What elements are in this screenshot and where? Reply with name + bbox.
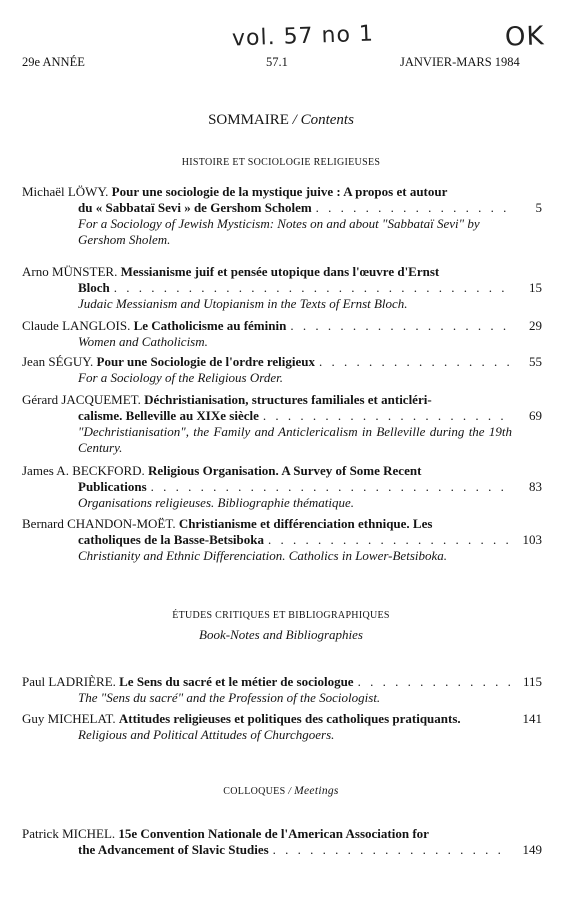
entry-title: Le Sens du sacré et le métier de sociologue bbox=[119, 674, 354, 689]
entry-author: Gérard JACQUEMET. bbox=[22, 392, 141, 407]
toc-entry bbox=[22, 516, 542, 564]
entry-page: 141 bbox=[522, 711, 542, 726]
toc-entry bbox=[22, 826, 542, 858]
dot-leader bbox=[263, 408, 510, 424]
section-heading-meetings bbox=[0, 785, 562, 797]
entry-author: Claude LANGLOIS. bbox=[22, 318, 131, 333]
meetings-en: Meetings bbox=[294, 785, 339, 797]
entry-title: Pour une Sociologie de l'ordre religieux bbox=[96, 354, 315, 369]
page-title bbox=[0, 112, 562, 129]
entry-title-line2: catholiques de la Basse-Betsiboka bbox=[78, 532, 264, 547]
entry-title-line2: calisme. Belleville au XIXe siècle bbox=[78, 408, 259, 423]
entry-page: 15 bbox=[529, 280, 542, 295]
title-en: Contents bbox=[300, 112, 354, 128]
dot-leader bbox=[290, 318, 510, 334]
dot-leader bbox=[358, 674, 510, 690]
entry-page: 5 bbox=[535, 200, 542, 215]
entry-author: Bernard CHANDON-MOËT. bbox=[22, 516, 176, 531]
dot-leader bbox=[273, 842, 510, 858]
toc-entry bbox=[22, 318, 542, 350]
entry-author: Arno MÜNSTER. bbox=[22, 264, 118, 279]
entry-title-line2: the Advancement of Slavic Studies bbox=[78, 842, 269, 857]
toc-entry bbox=[22, 264, 542, 312]
dot-leader bbox=[316, 200, 510, 216]
header-issue: 57.1 bbox=[266, 55, 288, 69]
header-date: JANVIER-MARS 1984 bbox=[400, 55, 520, 69]
entry-english-title: Organisations religieuses. Bibliographie thématique. bbox=[78, 495, 354, 510]
entry-page: 69 bbox=[529, 408, 542, 423]
header-year: 29e ANNÉE bbox=[22, 55, 85, 69]
entry-author: Patrick MICHEL. bbox=[22, 826, 116, 841]
handwritten-volume-note: vol. 57 no 1 bbox=[231, 21, 375, 52]
entry-author: Paul LADRIÈRE. bbox=[22, 674, 116, 689]
toc-entry bbox=[22, 184, 542, 248]
entry-title-line1: 15e Convention Nationale de l'American Association for bbox=[118, 826, 429, 841]
entry-english-title: Religious and Political Attitudes of Churchgoers. bbox=[78, 727, 335, 742]
entry-english-title: "Dechristianisation", the Family and Anticlericalism in Belleville during the 19th Century. bbox=[78, 424, 512, 455]
dot-leader bbox=[151, 479, 510, 495]
toc-entry bbox=[22, 392, 542, 456]
entry-page: 149 bbox=[522, 842, 542, 857]
section-heading-critical-studies: ÉTUDES CRITIQUES ET BIBLIOGRAPHIQUES bbox=[172, 610, 390, 621]
entry-page: 115 bbox=[522, 674, 542, 689]
toc-entry bbox=[22, 463, 542, 511]
entry-title-line1: Messianisme juif et pensée utopique dans l'œuvre d'Ernst bbox=[120, 264, 440, 279]
entry-page: 103 bbox=[522, 532, 542, 547]
entry-english-title: Christianity and Ethnic Differenciation. Catholics in Lower-Betsiboka. bbox=[78, 548, 448, 563]
section-heading-history: HISTOIRE ET SOCIOLOGIE RELIGIEUSES bbox=[181, 157, 381, 168]
entry-title-line2: Bloch bbox=[78, 280, 110, 295]
toc-entry bbox=[22, 674, 542, 706]
entry-title-line2: Publications bbox=[78, 479, 147, 494]
dot-leader bbox=[319, 354, 510, 370]
entry-page: 83 bbox=[529, 479, 542, 494]
meetings-sep: / bbox=[285, 786, 295, 797]
entry-english-title: For a Sociology of Jewish Mysticism: Notes on and about "Sabbataï Sevi" by Gershom Sholem. bbox=[78, 216, 480, 247]
entry-title-line1: Pour une sociologie de la mystique juive : A propos et autour bbox=[111, 184, 448, 199]
toc-entry bbox=[22, 711, 542, 743]
entry-english-title: For a Sociology of the Religious Order. bbox=[78, 370, 283, 385]
entry-title-line1: Christianisme et différenciation ethnique. Les bbox=[178, 516, 433, 531]
entry-english-title: Judaic Messianism and Utopianism in the Texts of Ernst Bloch. bbox=[78, 296, 408, 311]
toc-entry bbox=[22, 354, 542, 386]
entry-author: Guy MICHELAT. bbox=[22, 711, 116, 726]
title-sep: / bbox=[288, 112, 301, 128]
entry-author: James A. BECKFORD. bbox=[22, 463, 145, 478]
entry-author: Michaël LÖWY. bbox=[22, 184, 109, 199]
entry-title-line1: Religious Organisation. A Survey of Some Recent bbox=[148, 463, 422, 478]
entry-title: Attitudes religieuses et politiques des catholiques pratiquants. bbox=[118, 711, 461, 726]
dot-leader bbox=[114, 280, 510, 296]
entry-english-title: The "Sens du sacré" and the Profession of the Sociologist. bbox=[78, 690, 381, 705]
entry-english-title: Women and Catholicism. bbox=[78, 334, 208, 349]
handwritten-ok-mark: OK bbox=[504, 21, 546, 53]
title-fr: SOMMAIRE bbox=[208, 112, 289, 128]
entry-title-line2: du « Sabbataï Sevi » de Gershom Scholem bbox=[78, 200, 312, 215]
section-heading-critical-studies-en: Book-Notes and Bibliographies bbox=[199, 627, 363, 642]
entry-title-line1: Déchristianisation, structures familiales et anticléri- bbox=[144, 392, 432, 407]
dot-leader bbox=[268, 532, 510, 548]
entry-page: 29 bbox=[529, 318, 542, 333]
entry-author: Jean SÉGUY. bbox=[22, 354, 94, 369]
meetings-fr: COLLOQUES bbox=[223, 786, 286, 797]
entry-page: 55 bbox=[529, 354, 542, 369]
entry-title: Le Catholicisme au féminin bbox=[133, 318, 287, 333]
